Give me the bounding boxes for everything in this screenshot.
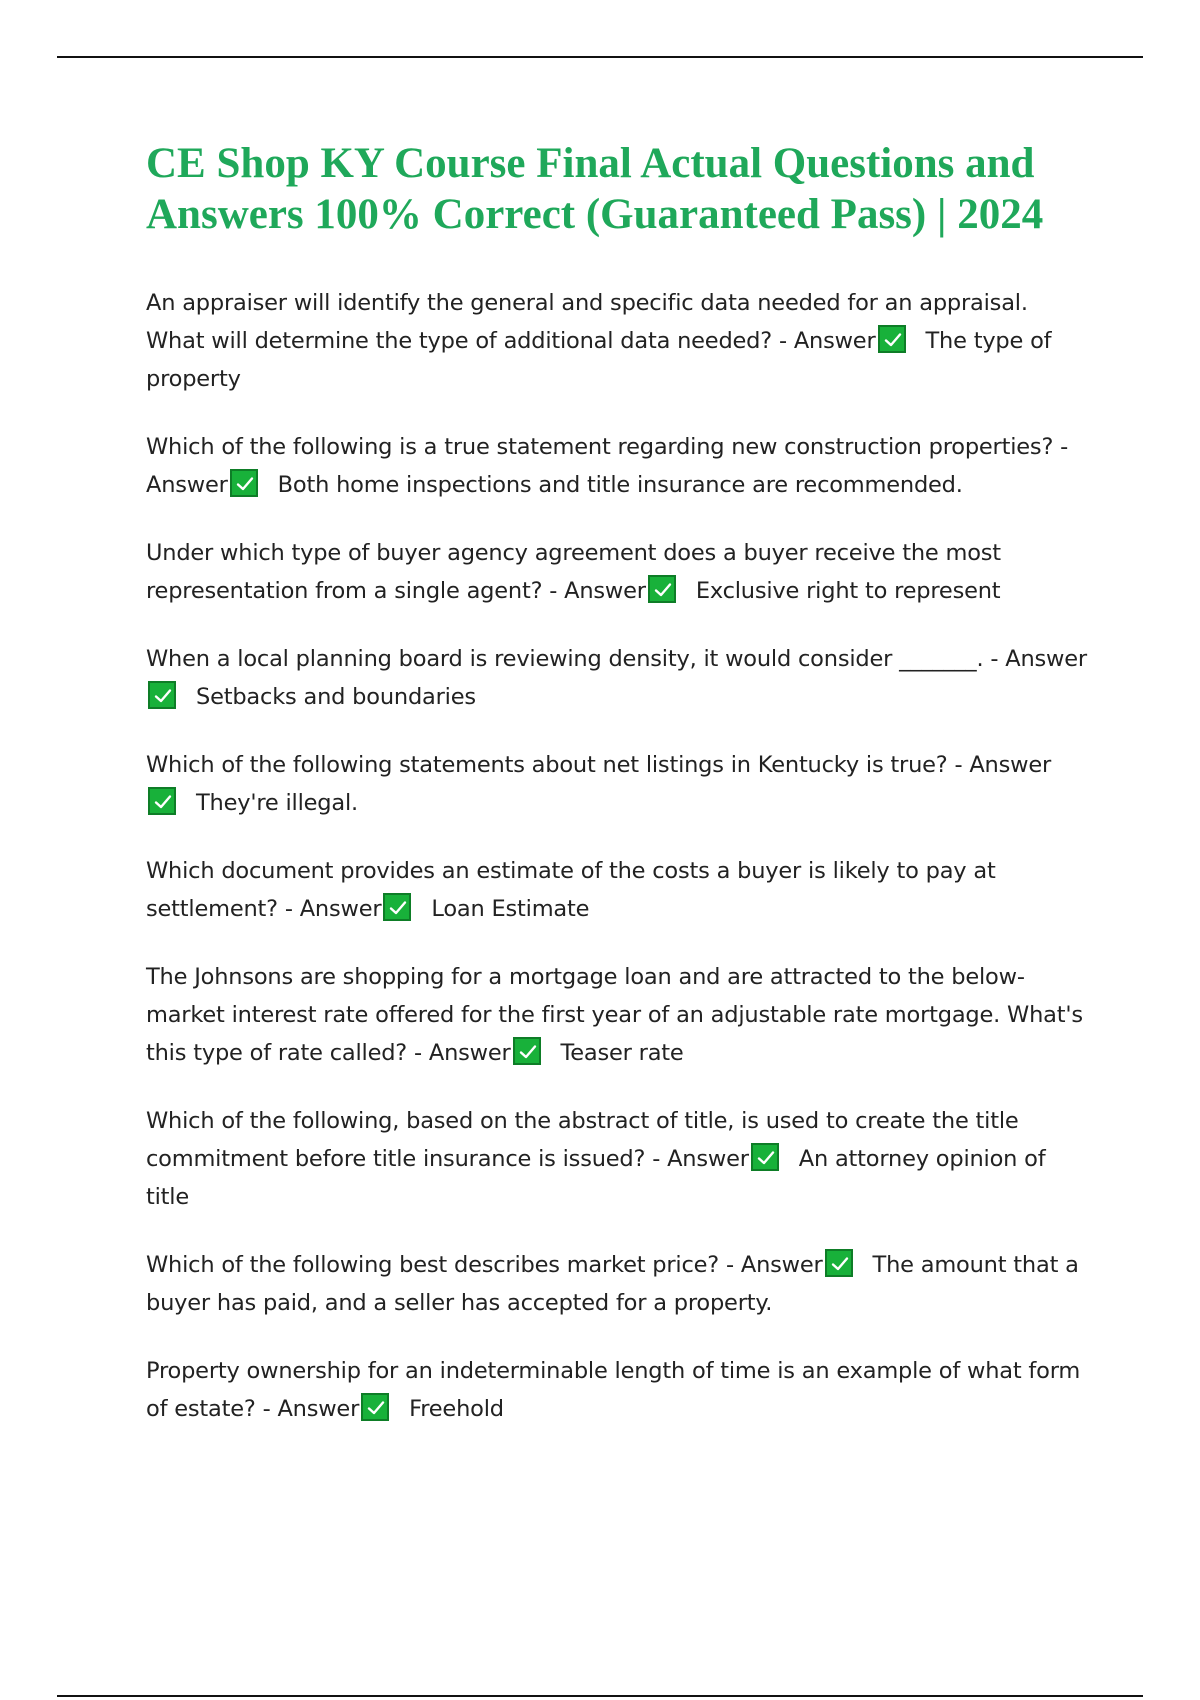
answer-label: - Answer [954, 752, 1052, 778]
qa-item [146, 534, 1091, 610]
check-box-icon [648, 575, 676, 603]
bottom-rule [57, 1695, 1143, 1697]
question-text: The Johnsons are shopping for a mortgage loan and are attracted to the below-market interest rate offered for the first year of an adjustable rate mortgage. What's this type of rate called? [146, 964, 1083, 1066]
answer-text: Setbacks and boundaries [196, 684, 476, 710]
top-rule [57, 56, 1143, 58]
check-box-icon [230, 469, 258, 497]
answer-text: Exclusive right to represent [695, 578, 1001, 604]
check-box-icon [878, 325, 906, 353]
question-text: Property ownership for an indeterminable length of time is an example of what form of estate? [146, 1358, 1081, 1422]
qa-item [146, 958, 1091, 1072]
answer-label: - Answer [778, 328, 876, 354]
qa-item [146, 1352, 1091, 1428]
answer-text: An attorney opinion of title [146, 1146, 1046, 1210]
answer-text: Freehold [409, 1396, 504, 1422]
question-text: Which document provides an estimate of the costs a buyer is likely to pay at settlement? [146, 858, 996, 922]
check-box-icon [148, 681, 176, 709]
question-text: Which of the following best describes market price? [146, 1252, 720, 1278]
document-body [146, 138, 1091, 1458]
question-text: Which of the following is a true statement regarding new construction properties? [146, 434, 1054, 460]
qa-item [146, 1102, 1091, 1216]
answer-label: - Answer [414, 1040, 511, 1066]
qa-item [146, 640, 1091, 716]
answer-label: - Answer [652, 1146, 749, 1172]
qa-item [146, 746, 1091, 822]
answer-label: - Answer [146, 434, 1069, 498]
question-text: Which of the following statements about net listings in Kentucky is true? [146, 752, 948, 778]
answer-text: The amount that a buyer has paid, and a seller has accepted for a property. [146, 1252, 1079, 1316]
question-text: When a local planning board is reviewing density, it would consider _______. [146, 646, 984, 672]
answer-label: - Answer [262, 1396, 360, 1422]
answer-text: Both home inspections and title insurance are recommended. [277, 472, 963, 498]
check-box-icon [361, 1393, 389, 1421]
answer-text: They're illegal. [196, 790, 358, 816]
qa-list [146, 284, 1091, 1428]
answer-label: - Answer [549, 578, 646, 604]
qa-item [146, 1246, 1091, 1322]
qa-item [146, 428, 1091, 504]
answer-text: Teaser rate [560, 1040, 684, 1066]
question-text: An appraiser will identify the general and specific data needed for an appraisal. What will determine the type of additional data needed? [146, 290, 1028, 354]
check-box-icon [513, 1037, 541, 1065]
check-box-icon [383, 893, 411, 921]
qa-item [146, 284, 1091, 398]
check-box-icon [751, 1143, 779, 1171]
answer-label: - Answer [990, 646, 1087, 672]
question-text: Which of the following, based on the abstract of title, is used to create the title commitment before title insurance is issued? [146, 1108, 1019, 1172]
check-box-icon [825, 1249, 853, 1277]
answer-text: The type of property [146, 328, 1052, 392]
question-text: Under which type of buyer agency agreement does a buyer receive the most representation from a single agent? [146, 540, 1001, 604]
check-box-icon [148, 787, 176, 815]
answer-text: Loan Estimate [431, 896, 590, 922]
answer-label: - Answer [726, 1252, 823, 1278]
qa-item [146, 852, 1091, 928]
document-title: CE Shop KY Course Final Actual Questions and Answers 100% Correct (Guaranteed Pass) | 2024 [146, 140, 1044, 238]
answer-label: - Answer [284, 896, 382, 922]
